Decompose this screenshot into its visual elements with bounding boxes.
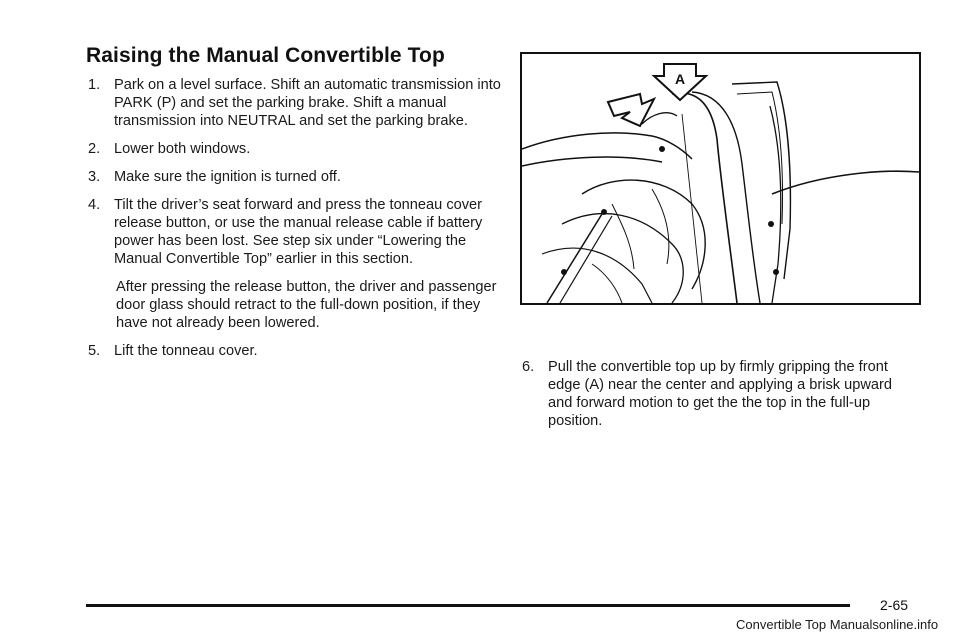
- step-number: 1.: [88, 77, 101, 93]
- convertible-top-illustration: [520, 52, 921, 305]
- step-6: [520, 358, 920, 430]
- right-column: [520, 358, 920, 440]
- step-5: [86, 342, 506, 360]
- footer-rule: [86, 604, 850, 607]
- step-text: Lift the tonneau cover.: [114, 343, 258, 359]
- left-column: [86, 76, 506, 370]
- step-2: [86, 140, 506, 158]
- step-4: [86, 196, 506, 268]
- step-3: [86, 168, 506, 186]
- step-number: 4.: [88, 197, 101, 213]
- watermark: Convertible Top Manualsonline.info: [736, 617, 939, 632]
- step-number: 5.: [88, 343, 101, 359]
- page-number: 2-65: [880, 597, 909, 613]
- step-text: Lower both windows.: [114, 141, 251, 157]
- step-number: 6.: [522, 359, 535, 375]
- step-text: Park on a level surface. Shift an automatic transmission into PARK (P) and set the parking brake. Shift a manual transmission into NEUTRAL and set the parking brake.: [114, 77, 501, 129]
- step-number: 3.: [88, 169, 101, 185]
- step-text: Tilt the driver’s seat forward and press the tonneau cover release button, or use the manual release cable if battery power has been lost. See step six under “Lowering the Manual Convertible Top” earlier in this section.: [114, 197, 483, 267]
- callout-label-a: A: [674, 71, 686, 87]
- top-frame-drawing: [522, 54, 919, 303]
- step-number: 2.: [88, 141, 101, 157]
- step-text: Pull the convertible top up by firmly gripping the front edge (A) near the center and applying a brisk upward and forward motion to get the the top in the full-up position.: [548, 359, 892, 429]
- step-text: Make sure the ignition is turned off.: [114, 169, 341, 185]
- step-4-note: After pressing the release button, the driver and passenger door glass should retract to the full-down position, if they have not already been lowered.: [116, 279, 497, 331]
- step-1: [86, 76, 506, 130]
- section-title: Raising the Manual Convertible Top: [86, 44, 445, 67]
